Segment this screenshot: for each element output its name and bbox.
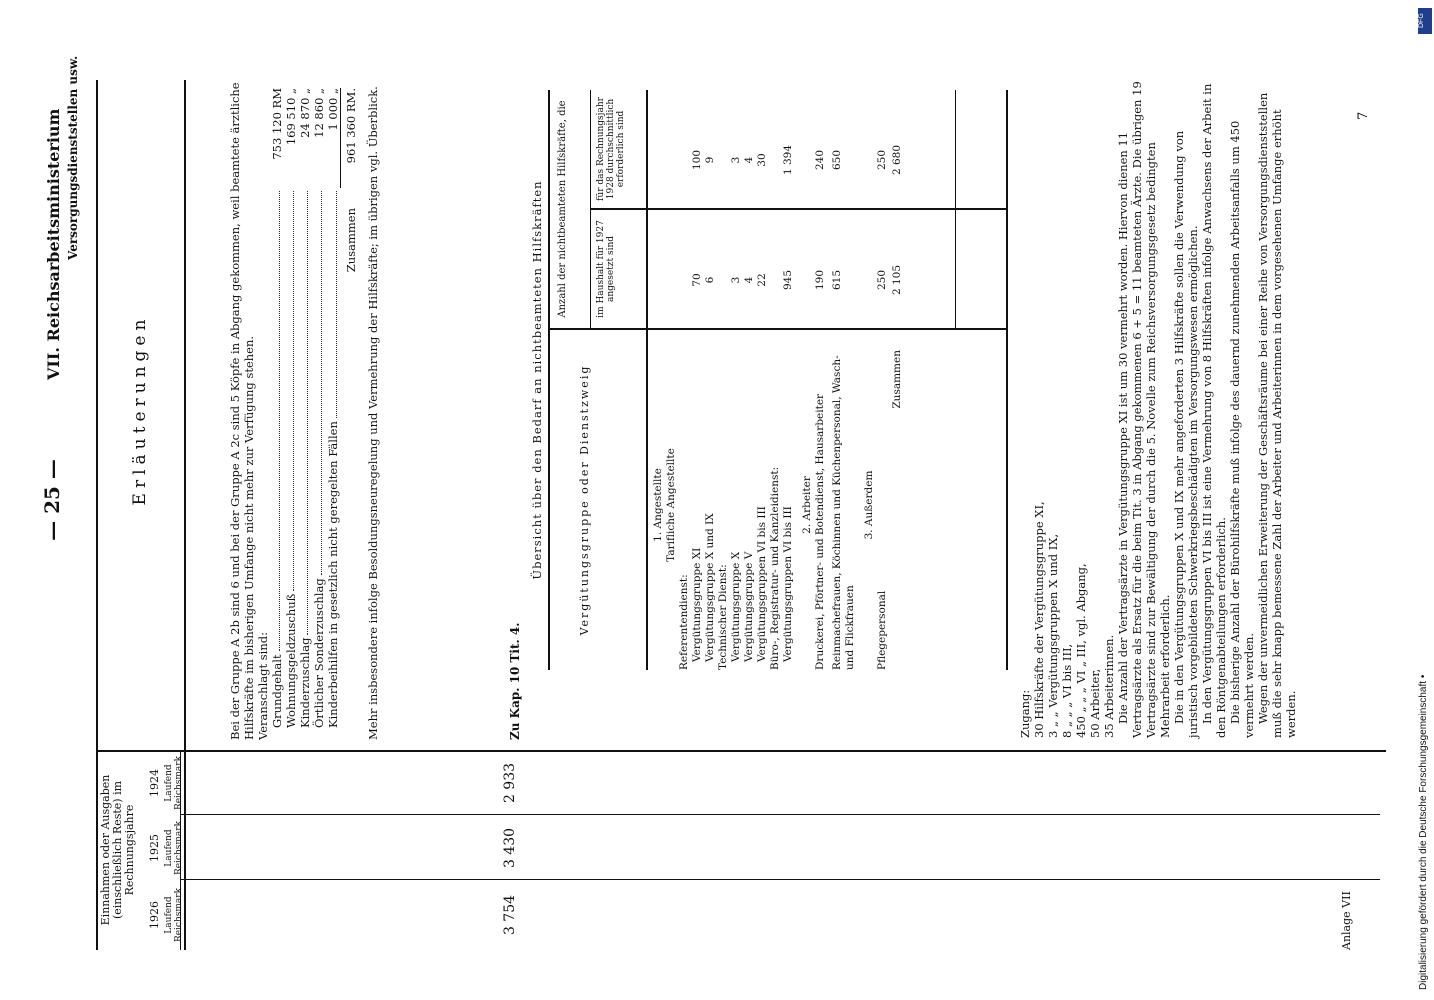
- zugang-line: 450 „ „ „ VI „ III, vgl. Abgang,: [1074, 563, 1088, 738]
- cost-row: Kinderbeihilfen in gesetzlich nicht geregelten Fällen 1 000 „: [326, 88, 340, 728]
- year-1926: 1926: [148, 901, 161, 929]
- table-row: Tarifliche Angestellte: [665, 448, 677, 562]
- chapter-title: VII. Reichsarbeitsministerium: [44, 108, 63, 380]
- table-row: Vergütungsgruppe V 4 4: [743, 156, 755, 662]
- more-paragraph: Mehr insbesondere infolge Besoldungsneuregelung und Vermehrung der Hilfskräfte; im übrigen vgl. Überblick.: [366, 86, 380, 740]
- value-1925: 3 430: [502, 827, 518, 869]
- page-number: — 25 —: [40, 459, 64, 541]
- footer-number: 7: [1356, 111, 1371, 120]
- header-rule: [96, 80, 98, 950]
- table-row: 1. Angestellte: [652, 468, 664, 542]
- column-rule-1: [96, 750, 1386, 752]
- body-paragraph: Die bisherige Anzahl der Bürohilfskräfte muß infolge des dauernd zunehmenden Arbeitsanfalls um 450 vermehrt werden.: [1228, 120, 1256, 738]
- table-row: Vergütungsgruppen VI bis III 22 30: [756, 153, 768, 662]
- col-header-1928: für das Rechnungsjahr 1928 durchschnittlich erforderlich sind: [596, 97, 626, 201]
- col-header-anzahl: Anzahl der nichtbeamteten Hilfskräfte, die: [557, 100, 568, 318]
- value-1924: 2 933: [502, 762, 518, 804]
- zugang-line: 50 Arbeiter,: [1088, 668, 1102, 738]
- overview-title: Übersicht über den Bedarf an nichtbeamteten Hilfskräften: [530, 180, 544, 580]
- col-label-1924: Laufend Reichsmark: [164, 755, 184, 811]
- cost-row: Grundgehalt 753 120 RM: [270, 88, 284, 728]
- table-row: Referentendienst:: [678, 574, 690, 670]
- column-rule-2: [180, 879, 1380, 880]
- overview-rows: [652, 90, 904, 670]
- col-label-1925: Laufend Reichsmark: [164, 820, 184, 876]
- left-table-title: Einnahmen oder Ausgaben (einschließlich Reste) im Rechnungsjahre: [99, 774, 136, 926]
- zugang-line: 8 „ „ „ VI bis III,: [1060, 643, 1074, 738]
- zugang-title: Zugang:: [1018, 689, 1032, 738]
- veranschlagt-label: Veranschlagt sind:: [256, 632, 270, 740]
- table-head-rule: [184, 80, 186, 950]
- kap-reference: Zu Kap. 10 Tit. 4.: [508, 622, 522, 740]
- body-paragraph: In den Vergütungsgruppen VI bis III ist eine Vermehrung von 8 Hilfskräften infolge Anwachsens der Arbeit in den Röntgenabteilungen erforderlich.: [1200, 83, 1228, 738]
- zugang-line: 30 Hilfskräfte der Vergütungsgruppe XI,: [1032, 501, 1046, 738]
- zugang-section: [1018, 78, 1298, 738]
- table-row: Druckerei, Pförtner- und Botendienst, Hausarbeiter 190 240: [814, 149, 826, 670]
- year-1925: 1925: [148, 834, 161, 862]
- table-row: Vergütungsgruppe X und IX 6 9: [704, 156, 716, 662]
- digitization-margin: [1418, 0, 1434, 1000]
- cost-row: Kinderzuschlag 24 870 „: [298, 88, 312, 728]
- table-row: Reinmachefrauen, Köchinnen und Küchenpersonal, Wasch- und Flickfrauen 615 650: [831, 149, 856, 670]
- cost-sum-row: Zusammen 961 360 RM.: [344, 88, 358, 273]
- digitization-text: Digitalisierung gefördert durch die Deutsche Forschungsgemeinschaft •: [1418, 674, 1429, 990]
- table-row: Zusammen 2 105 2 680: [891, 144, 903, 409]
- intro-paragraph: Bei der Gruppe A 2b sind 6 und bei der Gruppe A 2c sind 5 Köpfe in Abgang gekommen, weil beamtete ärztliche Hilfskräfte im bisherigen Umfange nicht mehr zur Verfügung stehen.: [228, 82, 256, 740]
- table-row: Vergütungsgruppe XI 70 100: [691, 149, 703, 662]
- cost-row: Wohnungsgeldzuschuß 169 510 „: [284, 88, 298, 728]
- year-1924: 1924: [148, 769, 161, 797]
- cost-list: [270, 88, 358, 728]
- cost-row: Örtlicher Sonderzuschlag 12 860 „: [312, 88, 326, 728]
- col-label-1926: Laufend Reichsmark: [164, 887, 184, 943]
- table-row: Vergütungsgruppe X 3 3: [730, 156, 742, 662]
- table-row: 3. Außerdem: [863, 470, 875, 540]
- annex-label: Anlage VII: [1340, 891, 1353, 950]
- zugang-line: 35 Arbeiterinnen.: [1102, 634, 1116, 738]
- overview-table: [548, 90, 1028, 670]
- col-header-group: Vergütungsgruppe oder Dienstzweig: [578, 364, 591, 636]
- body-paragraph: Wegen der unvermeidlichen Erweiterung der Geschäftsräume bei einer Reihe von Versorgungsdienststellen muß die sehr knapp bemessene Zahl der Arbeiter und Arbeiterinnen in dem vorgesehenen Umfange erhöht werden.: [1256, 92, 1298, 738]
- body-paragraph: Die in den Vergütungsgruppen X und IX mehr angeforderten 3 Hilfskräfte sollen die Verwendung von juristisch vorgebildeten Schwerkriegsbeschädigten im Versorgungswesen ermöglichen.: [1172, 130, 1200, 738]
- column-rule-3: [180, 814, 1380, 815]
- table-row: Technischer Dienst:: [717, 564, 729, 670]
- explanations-title: Erläuterungen: [130, 314, 150, 506]
- body-paragraph: Die Anzahl der Vertragsärzte in Vergütungsgruppe XI ist um 30 vermehrt worden. Hiervon dienen 11 Vertragsärzte als Ersatz für die beim Tit. 3 in Abgang gekommenen 6 + 5 = 11 beamteten Ärzte. Die übrigen 19 Vertragsärzte sind zur Bewältigung der durch die 5. Novelle zum Reichsversorgungsgesetz bedingten Mehrarbeit erforderlich.: [1116, 81, 1172, 738]
- zugang-line: 3 „ „ Vergütungsgruppen X und IX,: [1046, 533, 1060, 738]
- table-row: 2. Arbeiter: [801, 476, 813, 534]
- dfg-badge: DFG: [1418, 8, 1432, 34]
- value-1926: 3 754: [502, 894, 518, 936]
- table-row: Vergütungsgruppen VI bis III 945 1 394: [782, 144, 794, 662]
- subchapter-title: Versorgungsdienststellen usw.: [66, 55, 80, 260]
- table-row: Büro-, Registratur- und Kanzleidienst:: [769, 466, 781, 670]
- table-row: Pflegepersonal 250 250: [876, 149, 888, 670]
- col-header-1927: im Haushalt für 1927 angesetzt sind: [596, 220, 616, 318]
